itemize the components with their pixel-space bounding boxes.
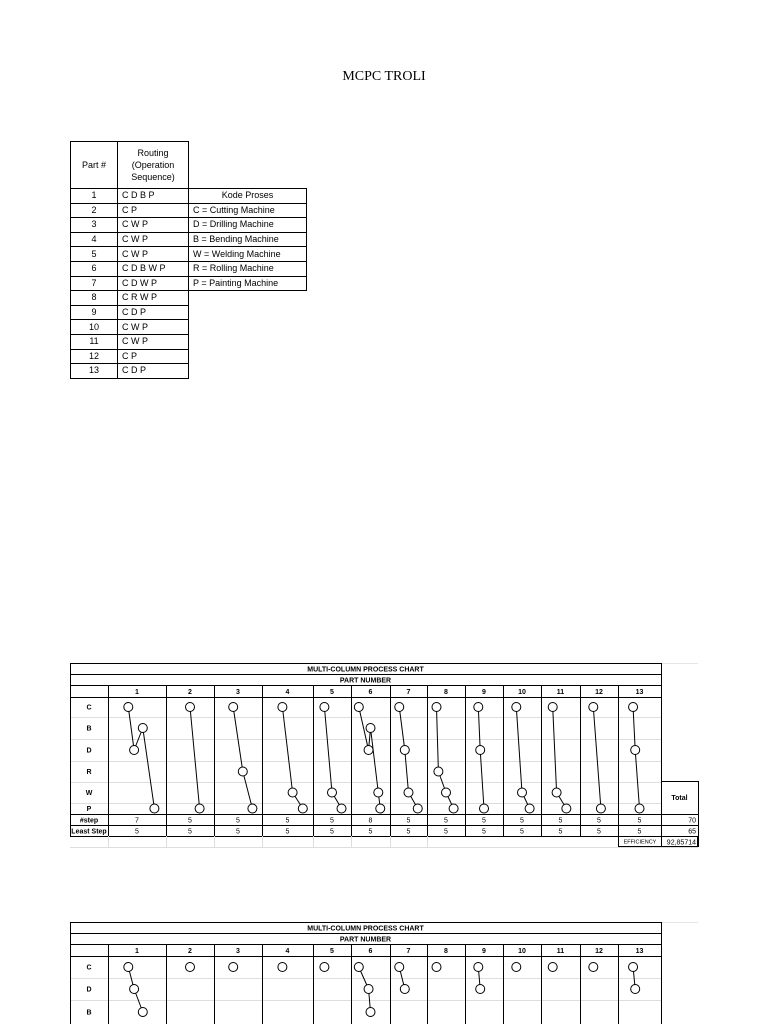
routing-sequence: C W P <box>118 334 189 349</box>
step-count: 5 <box>188 817 192 825</box>
routing-part-number: 13 <box>71 364 118 379</box>
operation-circle <box>374 788 383 797</box>
part-number-label: 8 <box>444 689 448 696</box>
routing-row <box>71 364 189 379</box>
least-step-count: 5 <box>285 828 290 836</box>
operation-circle <box>562 804 571 813</box>
operation-circle <box>525 804 534 813</box>
process-flow-line <box>324 707 332 793</box>
operation-circle <box>298 804 307 813</box>
routing-sequence: C P <box>118 349 189 364</box>
process-flow-line <box>478 707 480 750</box>
operation-circle <box>354 703 363 712</box>
part-number-label: 13 <box>635 948 644 955</box>
operation-circle <box>150 804 159 813</box>
operation-circle <box>288 788 297 797</box>
routing-sequence: C D P <box>118 305 189 320</box>
operation-circle <box>476 985 485 994</box>
routing-sequence: C R W P <box>118 291 189 306</box>
least-step-count: 5 <box>444 828 448 836</box>
step-count: 7 <box>135 817 139 825</box>
routing-part-number: 10 <box>71 320 118 335</box>
part-number-label: 10 <box>518 948 526 955</box>
operation-circle <box>328 788 337 797</box>
operation-circle <box>518 788 527 797</box>
operation-circle <box>434 767 443 776</box>
routing-row <box>71 232 189 247</box>
routing-table <box>70 141 189 379</box>
operation-circle <box>130 746 139 755</box>
operation-circle <box>124 963 133 972</box>
part-number-label: 6 <box>368 689 373 696</box>
least-step-count: 5 <box>482 828 486 836</box>
step-count: 8 <box>368 817 373 825</box>
routing-sequence: C D W P <box>118 276 189 291</box>
operation-circle <box>320 703 329 712</box>
operation-circle <box>449 804 458 813</box>
routing-part-number: 9 <box>71 305 118 320</box>
kode-row <box>189 247 307 262</box>
routing-sequence: C W P <box>118 232 189 247</box>
routing-part-number: 2 <box>71 203 118 218</box>
step-count: 5 <box>482 817 486 825</box>
kode-item: D = Drilling Machine <box>189 218 307 233</box>
kode-row <box>189 203 307 218</box>
part-number-label: 13 <box>635 689 644 696</box>
process-chart-1 <box>0 663 768 853</box>
part-number-label: 2 <box>188 948 192 955</box>
part-number-label: 3 <box>236 948 240 955</box>
routing-sequence: C P <box>118 203 189 218</box>
part-number-label: 12 <box>595 689 603 696</box>
routing-row <box>71 261 189 276</box>
chart-subtitle: PART NUMBER <box>339 936 392 944</box>
step-count: 5 <box>330 817 334 825</box>
kode-proses-table <box>188 188 307 291</box>
routing-row <box>71 305 189 320</box>
chart-title: MULTI-COLUMN PROCESS CHART <box>307 925 424 933</box>
routing-part-number: 6 <box>71 261 118 276</box>
operation-circle <box>320 963 329 972</box>
operation-circle <box>278 703 287 712</box>
routing-sequence: C W P <box>118 218 189 233</box>
part-number-label: 7 <box>406 948 411 955</box>
operation-row-label: B <box>86 725 92 733</box>
part-number-label: 12 <box>595 948 603 955</box>
part-number-label: 4 <box>285 689 290 696</box>
part-number-label: 7 <box>406 689 411 696</box>
least-step-count: 5 <box>135 828 139 836</box>
step-count: 5 <box>520 817 524 825</box>
step-count: 5 <box>444 817 448 825</box>
operation-row-label: R <box>86 769 92 776</box>
operation-circle <box>512 703 521 712</box>
step-count: 5 <box>406 817 411 825</box>
part-number-label: 10 <box>518 689 526 696</box>
operation-circle <box>548 963 557 972</box>
operation-circle <box>432 703 441 712</box>
operation-circle <box>229 963 238 972</box>
process-flow-line <box>635 750 639 809</box>
routing-sequence: C D P <box>118 364 189 379</box>
routing-header-sequence: Routing (Operation Sequence) <box>118 142 189 189</box>
operation-circle <box>474 703 483 712</box>
step-row-label: #step <box>79 817 99 825</box>
least-step-count: 5 <box>520 828 524 836</box>
operation-circle <box>366 724 375 733</box>
kode-item: B = Bending Machine <box>189 232 307 247</box>
part-number-label: 11 <box>556 948 565 955</box>
step-count: 5 <box>236 817 240 825</box>
process-flow-line <box>480 750 484 809</box>
operation-circle <box>400 746 409 755</box>
routing-part-number: 7 <box>71 276 118 291</box>
routing-row <box>71 291 189 306</box>
kode-row <box>189 218 307 233</box>
page-title: MCPC TROLI <box>342 69 426 84</box>
process-flow-line <box>282 707 292 793</box>
routing-row <box>71 203 189 218</box>
operation-circle <box>629 963 638 972</box>
least-step-count: 5 <box>406 828 411 836</box>
process-flow-line <box>143 728 155 809</box>
routing-row <box>71 320 189 335</box>
least-step-count: 5 <box>637 828 642 836</box>
routing-sequence: C D B P <box>118 189 189 204</box>
kode-row <box>189 276 307 291</box>
efficiency-label: EFFICIENCY <box>623 839 657 846</box>
part-number-label: 9 <box>482 689 486 696</box>
operation-circle <box>404 788 413 797</box>
operation-circle <box>548 703 557 712</box>
step-count: 5 <box>637 817 642 825</box>
operation-circle <box>442 788 451 797</box>
operation-circle <box>337 804 346 813</box>
process-flow-line <box>633 707 635 750</box>
least-step-count: 5 <box>368 828 373 836</box>
part-number-label: 9 <box>482 948 486 955</box>
operation-circle <box>364 985 373 994</box>
routing-part-number: 11 <box>71 334 118 349</box>
routing-part-number: 5 <box>71 247 118 262</box>
least-step-count: 5 <box>330 828 334 836</box>
part-number-label: 2 <box>188 689 192 696</box>
routing-row <box>71 189 189 204</box>
part-number-label: 1 <box>135 948 139 955</box>
routing-header-part: Part # <box>71 142 118 189</box>
operation-circle <box>395 703 404 712</box>
operation-circle <box>413 804 422 813</box>
routing-part-number: 8 <box>71 291 118 306</box>
step-count: 5 <box>558 817 563 825</box>
operation-circle <box>124 703 133 712</box>
kode-item: P = Painting Machine <box>189 276 307 291</box>
operation-circle <box>631 746 640 755</box>
operation-circle <box>354 963 363 972</box>
routing-sequence: C D B W P <box>118 261 189 276</box>
process-flow-line <box>553 707 557 793</box>
routing-sequence: C W P <box>118 320 189 335</box>
least-step-count: 5 <box>558 828 563 836</box>
operation-circle <box>138 724 147 733</box>
part-number-label: 6 <box>368 948 373 955</box>
operation-circle <box>364 746 373 755</box>
operation-circle <box>130 985 139 994</box>
operation-circle <box>376 804 385 813</box>
total-label: Total <box>671 795 688 802</box>
kode-item: W = Welding Machine <box>189 247 307 262</box>
process-flow-line <box>516 707 522 793</box>
part-number-label: 1 <box>135 689 139 696</box>
routing-row <box>71 334 189 349</box>
operation-row-label: D <box>86 747 92 755</box>
operation-row-label: C <box>86 964 92 972</box>
operation-circle <box>400 985 409 994</box>
process-flow-line <box>190 707 200 809</box>
operation-circle <box>474 963 483 972</box>
total-least-value: 65 <box>688 828 696 836</box>
process-flow-line <box>405 750 409 793</box>
operation-row-label: B <box>86 1009 92 1017</box>
operation-circle <box>552 788 561 797</box>
operation-circle <box>138 1008 147 1017</box>
kode-item: R = Rolling Machine <box>189 261 307 276</box>
kode-proses-header: Kode Proses <box>189 189 307 204</box>
process-chart-2 <box>0 922 768 1024</box>
operation-circle <box>186 703 195 712</box>
operation-circle <box>589 703 598 712</box>
operation-circle <box>366 1008 375 1017</box>
step-count: 5 <box>285 817 290 825</box>
operation-circle <box>589 963 598 972</box>
operation-circle <box>248 804 257 813</box>
part-number-label: 5 <box>330 689 334 696</box>
routing-part-number: 12 <box>71 349 118 364</box>
least-step-count: 5 <box>236 828 240 836</box>
operation-circle <box>229 703 238 712</box>
routing-part-number: 3 <box>71 218 118 233</box>
part-number-label: 11 <box>556 689 565 696</box>
operation-circle <box>278 963 287 972</box>
routing-row <box>71 276 189 291</box>
operation-circle <box>432 963 441 972</box>
operation-row-label: P <box>86 806 92 813</box>
chart-title: MULTI-COLUMN PROCESS CHART <box>307 666 424 674</box>
routing-row <box>71 349 189 364</box>
routing-row <box>71 218 189 233</box>
operation-circle <box>480 804 489 813</box>
operation-row-label: C <box>86 704 92 712</box>
kode-row <box>189 261 307 276</box>
kode-item: C = Cutting Machine <box>189 203 307 218</box>
chart-subtitle: PART NUMBER <box>339 677 392 685</box>
process-flow-line <box>128 707 134 750</box>
routing-part-number: 4 <box>71 232 118 247</box>
operation-row-label: W <box>85 790 93 797</box>
operation-circle <box>512 963 521 972</box>
process-flow-line <box>593 707 601 809</box>
routing-part-number: 1 <box>71 189 118 204</box>
efficiency-value: 92,85714 <box>666 839 696 847</box>
least-step-count: 5 <box>188 828 192 836</box>
part-number-label: 5 <box>330 948 334 955</box>
process-flow-line <box>399 707 405 750</box>
process-flow-line <box>243 772 253 809</box>
operation-circle <box>635 804 644 813</box>
operation-circle <box>395 963 404 972</box>
operation-circle <box>186 963 195 972</box>
part-number-label: 8 <box>444 948 448 955</box>
routing-sequence: C W P <box>118 247 189 262</box>
operation-circle <box>195 804 204 813</box>
part-number-label: 4 <box>285 948 290 955</box>
operation-circle <box>238 767 247 776</box>
part-number-label: 3 <box>236 689 240 696</box>
operation-circle <box>631 985 640 994</box>
total-steps-value: 70 <box>688 817 696 825</box>
step-count: 5 <box>597 817 601 825</box>
routing-row <box>71 247 189 262</box>
least-step-row-label: Least Step <box>71 828 107 836</box>
operation-circle <box>596 804 605 813</box>
least-step-count: 5 <box>597 828 601 836</box>
operation-circle <box>629 703 638 712</box>
operation-row-label: D <box>86 986 92 994</box>
kode-row <box>189 232 307 247</box>
operation-circle <box>476 746 485 755</box>
